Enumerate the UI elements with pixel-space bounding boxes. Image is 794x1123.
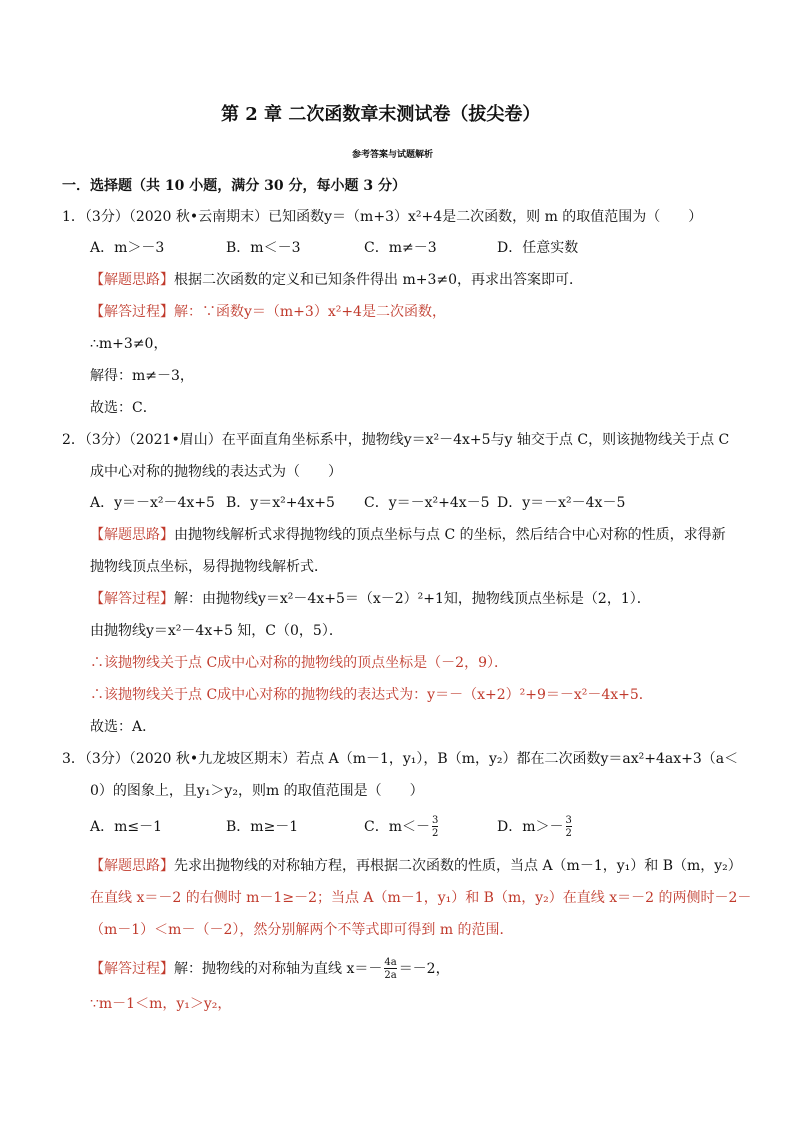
q3-option-c-frac-num: 3	[432, 815, 439, 826]
section-heading: 一．选择题（共 10 小题，满分 30 分，每小题 3 分）	[62, 178, 406, 194]
q3-option-c-frac-den: 2	[432, 828, 439, 839]
q1-option-c: C．m≠－3	[364, 240, 437, 256]
q2-option-c: C．y＝－x²+4x－5	[364, 495, 490, 511]
q3-option-c	[364, 809, 440, 845]
q3-option-d-frac-num: 3	[565, 815, 572, 826]
q3-idea-3: （m－1）＜m－（－2），然分别解两个不等式即可得到 m 的范围．	[90, 922, 514, 938]
q1-proc-tag: 【解答过程】	[90, 304, 174, 320]
q3-process-1	[90, 951, 450, 987]
q2-proc-tag: 【解答过程】	[90, 591, 174, 607]
q2-stem-2: 成中心对称的抛物线的表达式为（ ）	[90, 464, 342, 480]
q2-option-a: A．y＝－x²－4x+5	[90, 495, 215, 511]
q3-option-b: B．m≥－1	[226, 819, 299, 835]
q3-option-d-fraction	[566, 815, 572, 839]
q3-option-d-frac-den: 2	[565, 828, 572, 839]
q2-stem-1: 2．（3分）（2021•眉山）在平面直角坐标系中，抛物线y＝x²－4x+5与y 轴交于点 C，则该抛物线关于点 C	[62, 432, 730, 448]
q1-idea-text: 根据二次函数的定义和已知条件得出 m+3≠0，再求出答案即可．	[174, 272, 583, 288]
page-title: 第 2 章 二次函数章末测试卷（拔尖卷）	[221, 104, 541, 125]
page-subtitle: 参考答案与试题解析	[352, 150, 434, 160]
q3-option-a: A．m≤－1	[90, 819, 163, 835]
q3-option-c-text: C．m＜－	[364, 819, 430, 835]
q3-proc-tag: 【解答过程】	[90, 961, 174, 977]
q2-option-b: B．y＝x²+4x+5	[226, 495, 335, 511]
q3-option-d	[497, 809, 574, 845]
q1-idea-tag: 【解题思路】	[90, 272, 174, 288]
q1-process-3: 解得：m≠－3，	[90, 368, 194, 384]
q3-stem-1: 3．（3分）（2020 秋•九龙坡区期末）若点 A（m－1，y₁），B（m，y₂）都在二次函数y＝ax²+4ax+3（a＜	[62, 751, 739, 767]
q2-answer: 故选：A．	[90, 719, 157, 735]
q2-option-d: D．y＝－x²－4x－5	[497, 495, 626, 511]
q2-idea-text-1: 由抛物线解析式求得抛物线的顶点坐标与点 C 的坐标，然后结合中心对称的性质，求得新	[174, 527, 726, 543]
q2-idea-tag: 【解题思路】	[90, 527, 174, 543]
q3-process-2: ∵m－1＜m，y₁＞y₂，	[90, 996, 232, 1012]
q1-process-2: ∴m+3≠0，	[90, 336, 168, 352]
q2-idea-2: 抛物线顶点坐标，易得抛物线解析式．	[90, 559, 328, 575]
q3-idea-1	[90, 857, 742, 875]
q1-option-a: A．m＞－3	[90, 240, 165, 256]
q2-process-3: ∴该抛物线关于点 C成中心对称的抛物线的顶点坐标是（－2，9）．	[90, 655, 508, 671]
q1-option-d: D．任意实数	[497, 240, 579, 256]
q1-proc-text-1: 解：∵函数y＝（m+3）x²+4是二次函数，	[174, 304, 446, 320]
q3-proc-frac-num: 4a	[384, 957, 397, 968]
q3-idea-text-1: 先求出抛物线的对称轴方程，再根据二次函数的性质，当点 A（m－1，y₁）和 B（m，y₂）	[174, 858, 742, 874]
q3-proc-frac-den: 2a	[384, 970, 397, 981]
q3-stem-2: 0）的图象上，且y₁＞y₂，则m 的取值范围是（ ）	[90, 783, 424, 799]
q3-proc-text-1: 解：抛物线的对称轴为直线 x＝－	[174, 961, 383, 977]
q1-option-b: B．m＜－3	[226, 240, 301, 256]
q3-proc-text-1-post: ＝－2，	[398, 961, 450, 977]
q3-idea-tag: 【解题思路】	[90, 858, 174, 874]
q1-idea	[90, 271, 583, 289]
q3-idea-2: 在直线 x＝－2 的右侧时 m－1≥－2；当点 A（m－1，y₁）和 B（m，y₂）在直线 x＝－2 的两侧时－2－	[90, 890, 752, 906]
q2-process-4: ∴该抛物线关于点 C成中心对称的抛物线的表达式为：y＝－（x+2）²+9＝－x²－4x+5．	[90, 687, 653, 703]
q3-option-c-fraction	[432, 815, 438, 839]
q3-option-d-text: D．m＞－	[497, 819, 564, 835]
q2-process-1	[90, 590, 651, 608]
q2-proc-text-1: 解：由抛物线y＝x²－4x+5＝（x－2）²+1知，抛物线顶点坐标是（2，1）．	[174, 591, 651, 607]
q3-proc-fraction	[384, 957, 396, 981]
q1-process-1	[90, 303, 446, 321]
q2-idea-1	[90, 526, 726, 544]
q1-answer: 故选：C．	[90, 400, 157, 416]
q2-process-2: 由抛物线y＝x²－4x+5 知，C（0，5）．	[90, 623, 343, 639]
q1-stem: 1．（3分）（2020 秋•云南期末）已知函数y＝（m+3）x²+4是二次函数，则 m 的取值范围为（ ）	[62, 209, 703, 225]
